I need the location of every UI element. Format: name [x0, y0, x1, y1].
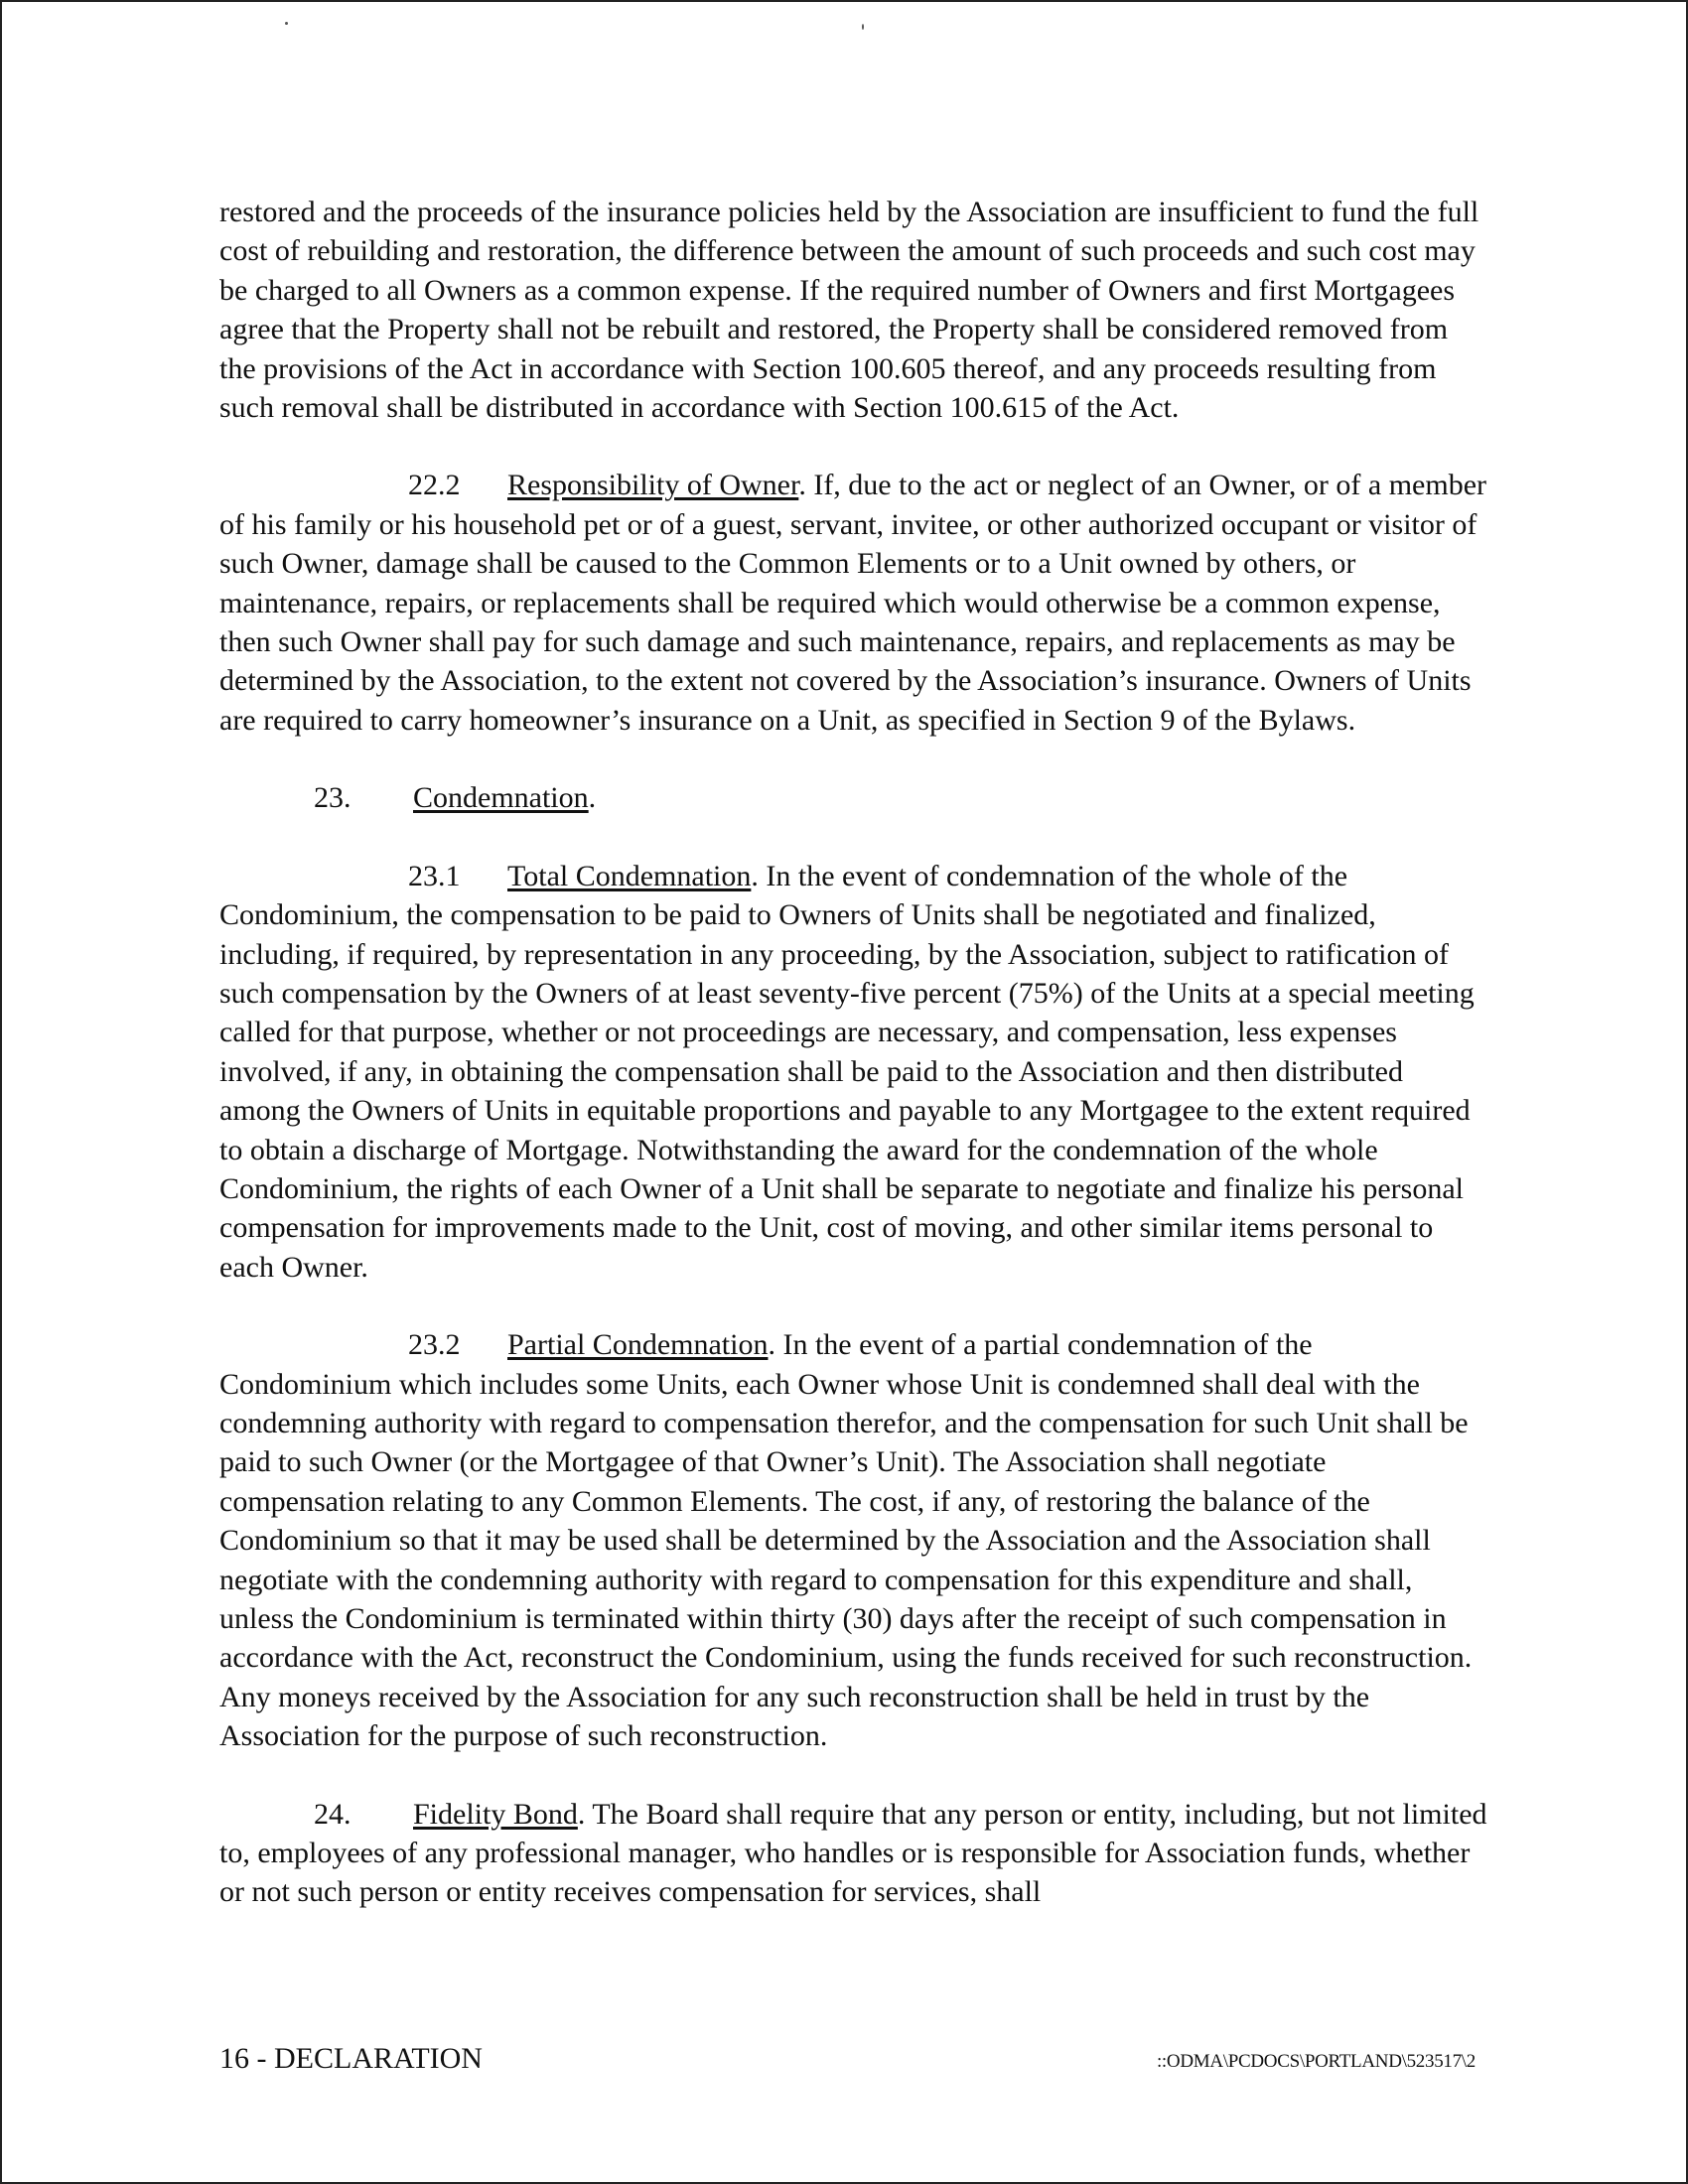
section-text: . [588, 781, 597, 815]
section-text: . If, due to the act or neglect of an Owner, or of a member of his family or his household pet or of a guest, servant, invitee, or other authorized occupant or visitor of such Owner, damage shall be caused to the Common Elements or to a Unit owned by others, or maintenance, repairs, or replacements shall be required which would otherwise be a common expense, then such Owner shall pay for such damage and such maintenance, repairs, and replacements as may be determined by the Association, to the extent not covered by the Association’s insurance. Owners of Units are required to carry homeowner’s insurance on a Unit, as specified in Section 9 of the Bylaws. [219, 469, 1487, 737]
footer-document-id: ::ODMA\PCDOCS\PORTLAND\523517\2 [1156, 2051, 1476, 2072]
section-24 [219, 1795, 1490, 1912]
section-22-2 [219, 466, 1490, 740]
section-text: . In the event of condemnation of the whole of the Condominium, the compensation to be paid to Owners of Units shall be negotiated and finalized, including, if required, by representation in any proceeding, by the Association, subject to ratification of such compensation by the Owners of at least seventy-five percent (75%) of the Units at a special meeting called for that purpose, whether or not proceedings are necessary, and compensation, less expenses involved, if any, in obtaining the compensation shall be paid to the Association and then distributed among the Owners of Units in equitable proportions and payable to any Mortgagee to the extent required to obtain a discharge of Mortgage. Notwithstanding the award for the condemnation of the whole Condominium, the rights of each Owner of a Unit shall be separate to negotiate and finalize his personal compensation for improvements made to the Unit, cost of moving, and other similar items personal to each Owner. [219, 859, 1475, 1284]
section-23-1 [219, 857, 1490, 1287]
paragraph-22-1-continued [219, 193, 1490, 427]
section-23 [219, 778, 1490, 817]
section-number: 22.2 [408, 469, 461, 502]
section-heading: Condemnation [413, 781, 589, 815]
scan-speck [862, 24, 864, 30]
paragraph-text: restored and the proceeds of the insurance policies held by the Association are insufficient to fund the full cost of rebuilding and restoration, the difference between the amount of such proceeds and such cost may be charged to all Owners as a common expense. If the required number of Owners and first Mortgagees agree that the Property shall not be rebuilt and restored, the Property shall be considered removed from the provisions of the Act in accordance with Section 100.605 thereof, and any proceeds resulting from such removal shall be distributed in accordance with Section 100.615 of the Act. [219, 196, 1479, 425]
section-number: 24. [314, 1797, 352, 1831]
footer-page-label: 16 - DECLARATION [219, 2042, 483, 2075]
section-text: . In the event of a partial condemnation of the Condominium which includes some Units, each Owner whose Unit is condemned shall deal with the condemning authority with regard to compensation therefor, and the compensation for such Unit shall be paid to such Owner (or the Mortgagee of that Owner’s Unit). The Association shall negotiate compensation relating to any Common Elements. The cost, if any, of restoring the balance of the Condominium so that it may be used shall be determined by the Association and the Association shall negotiate with the condemning authority with regard to compensation for this expenditure and shall, unless the Condominium is terminated within thirty (30) days after the receipt of such compensation in accordance with the Act, reconstruct the Condominium, using the funds received for such reconstruction. Any moneys received by the Association for any such reconstruction shall be held in trust by the Association for the purpose of such reconstruction. [219, 1328, 1473, 1753]
section-heading: Responsibility of Owner [507, 469, 799, 502]
scan-speck [285, 22, 288, 25]
section-heading: Fidelity Bond [413, 1797, 578, 1831]
section-number: 23. [314, 781, 352, 815]
section-heading: Total Condemnation [507, 859, 752, 892]
section-number: 23.1 [408, 859, 461, 892]
section-number: 23.2 [408, 1328, 461, 1362]
section-23-2 [219, 1325, 1490, 1755]
document-body [219, 193, 1490, 1951]
section-heading: Partial Condemnation [507, 1328, 769, 1362]
section-text: . The Board shall require that any person or entity, including, but not limited to, employees of any professional manager, who handles or is responsible for Association funds, whether or not such person or entity receives compensation for services, shall [219, 1797, 1487, 1909]
